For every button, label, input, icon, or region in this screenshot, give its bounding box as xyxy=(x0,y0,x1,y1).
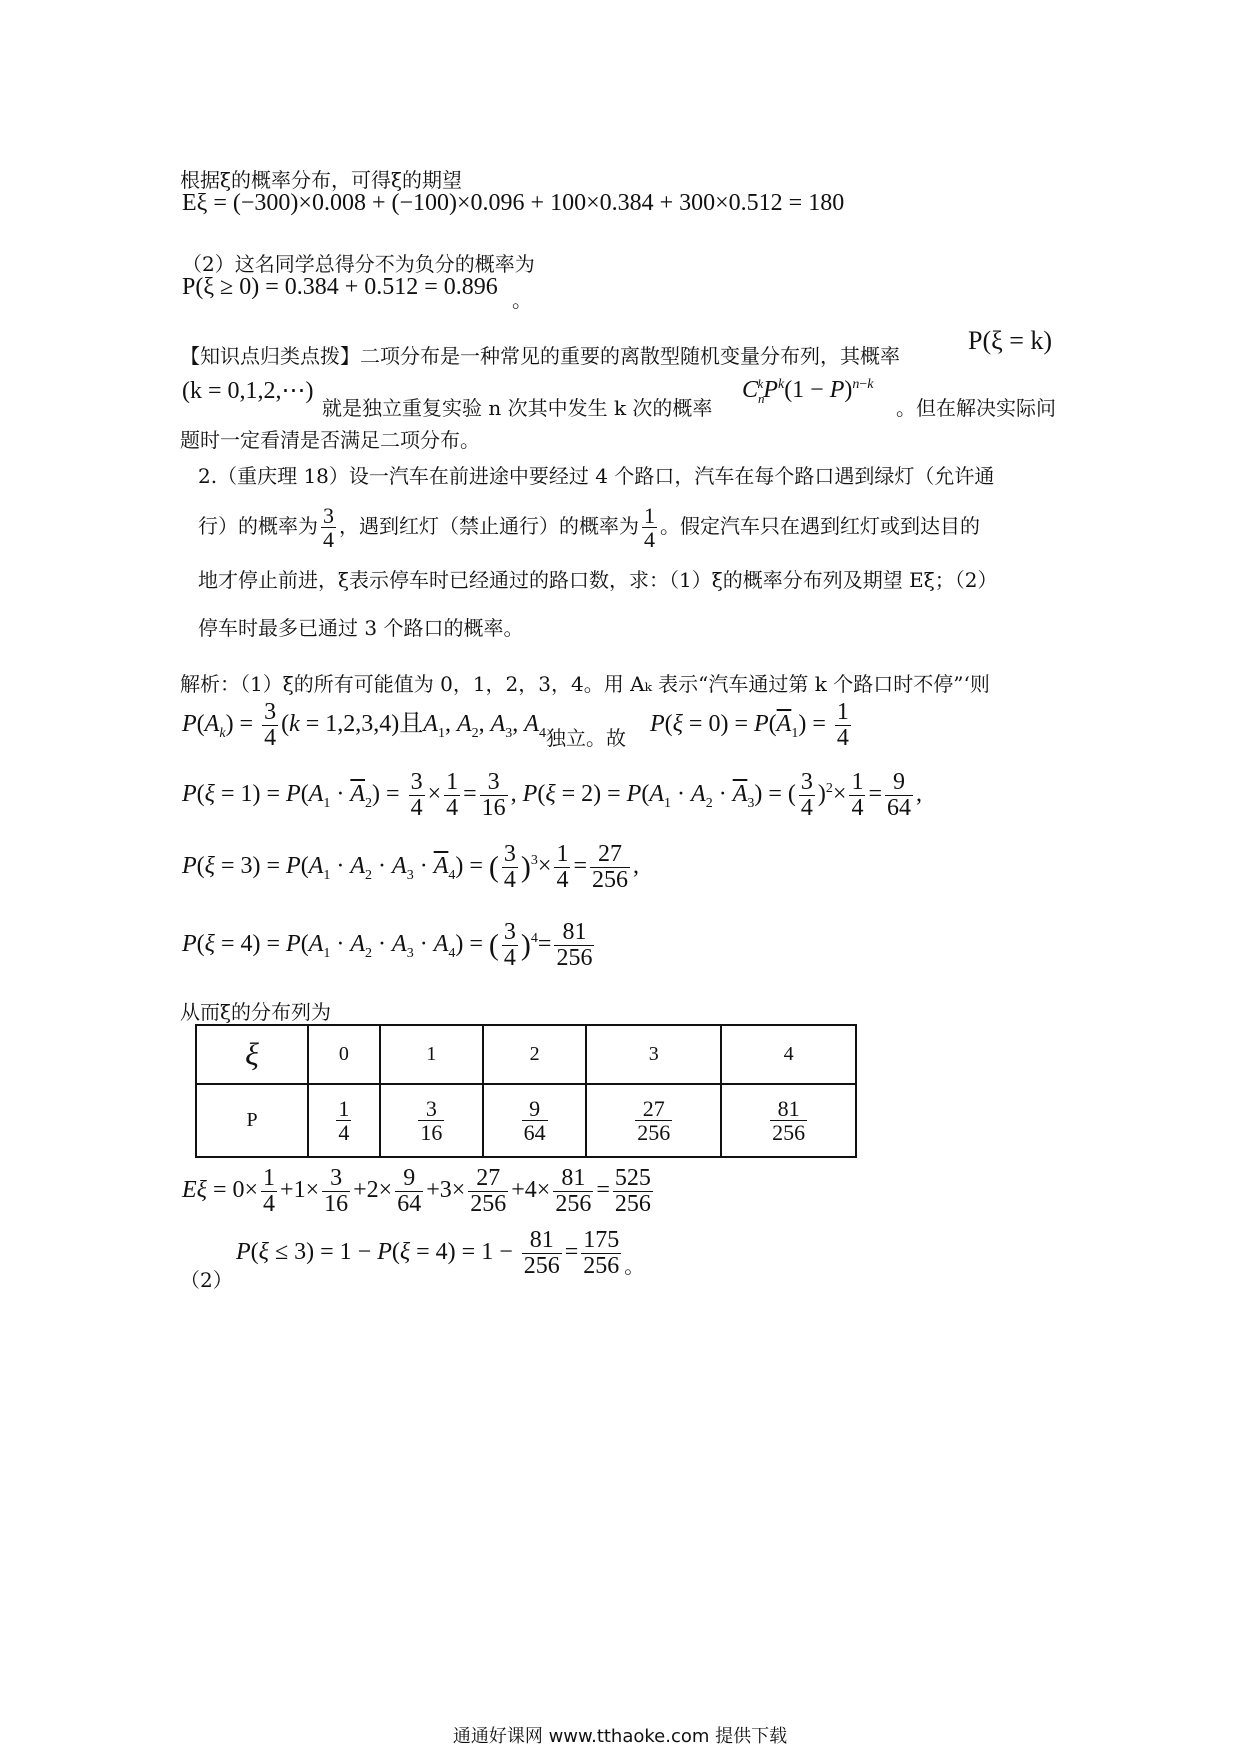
expectation-formula: Eξ = (−300)×0.008 + (−100)×0.096 + 100×0.384 + 300×0.512 = 180 xyxy=(182,190,845,216)
binomial-formula: $C_n^kP^k(1 - P)^{n-k}$ xyxy=(742,376,874,406)
table-cell: $\frac{9}{64}$ xyxy=(483,1084,586,1157)
question-line: 地才停止前进，ξ表示停车时已经通过的路口数，求：（1）ξ的概率分布列及期望 Eξ；（2） xyxy=(198,568,998,592)
table-cell: ξ xyxy=(196,1025,308,1084)
expectation-result: Eξ = 0× $\frac{1}{4}$ +1× $\frac{3}{16}$ +2× $\frac{9}{64}$ +3× $\frac{27}{256}$ +4× $\frac{81}{256}$ = $\frac{525}{256}$ xyxy=(182,1165,651,1218)
text-line: 就是独立重复实验 n 次其中发生 k 次的概率 xyxy=(322,396,713,420)
knowledge-point: 【知识点归类点拨】二项分布是一种常见的重要的离散型随机变量分布列，其概率 xyxy=(180,344,900,368)
table-cell: $\frac{3}{16}$ xyxy=(380,1084,483,1157)
table-cell: $\frac{27}{256}$ xyxy=(586,1084,721,1157)
period: 。 xyxy=(512,288,532,312)
table-cell: P xyxy=(196,1084,308,1157)
text-line: 。但在解决实际问 xyxy=(896,396,1056,420)
table-cell: $\frac{81}{256}$ xyxy=(721,1084,856,1157)
table-cell: 3 xyxy=(586,1025,721,1084)
question-line: 行）的概率为 $\frac{3}{4}$ ，遇到红灯（禁止通行）的概率为 $\frac{1}{4}$ 。假定汽车只在遇到红灯或到达目的 xyxy=(198,503,980,553)
solution-formula-4: $P(\xi = 4) = P(A_1 \cdot A_2 \cdot A_3 \cdot A_4)$ = ( $\frac{3}{4}$ )$^4$= $\frac{81}{256}$ xyxy=(182,919,593,972)
solution-line: 解析：（1）ξ的所有可能值为 0，1，2，3，4。用 Aₖ 表示“汽车通过第 k 个路口时不停”‘则 xyxy=(180,672,990,696)
k-range: (k = 0,1,2,⋯) xyxy=(182,378,314,404)
text-line: 根据ξ的概率分布，可得ξ的期望 xyxy=(180,168,463,192)
question-line: 2.（重庆理 18）设一汽车在前进途中要经过 4 个路口，汽车在每个路口遇到绿灯（允许通 xyxy=(198,464,995,488)
solution-formula-2: $P(\xi = 1) = P(A_1 \cdot \overline{A}_2)$ = $\frac{3}{4}$ × $\frac{1}{4}$ = $\frac{3}{16}$ , $P(\xi = 2) = P(A_1 \cdot A_2 \cdot \overline{A}_3)$ = ( $\frac{3}{4}$ )$^2$× $\frac{1}{4}$ = $\frac{9}{64}$ , xyxy=(182,769,922,822)
solution-formula-3: $P(\xi = 3) = P(A_1 \cdot A_2 \cdot A_3 \cdot \overline{A}_4)$ = ( $\frac{3}{4}$ )$^3$× $\frac{1}{4}$ = $\frac{27}{256}$ , xyxy=(182,841,639,894)
distribution-table xyxy=(195,1024,857,1158)
text-line: 从而ξ的分布列为 xyxy=(180,1000,332,1024)
text-line: 题时一定看清是否满足二项分布。 xyxy=(180,428,480,452)
question-line: 停车时最多已通过 3 个路口的概率。 xyxy=(198,616,524,640)
binomial-prob: P(ξ = k) xyxy=(968,326,1053,355)
table-row xyxy=(196,1084,856,1157)
final-probability: P(ξ ≤ 3) = 1 − P(ξ = 4) = 1 − $\frac{81}{256}$ = $\frac{175}{256}$ $_。$ xyxy=(236,1227,645,1280)
solution-formula-1: $P(A_k)$ = $\frac{3}{4}$ (k = 1,2,3,4)且$A_1$, $A_2$, $A_3$, $A_{4独立。故}$ $P(\xi = 0) = P(\overline{A}_1)$ = $\frac{1}{4}$ xyxy=(182,699,849,752)
table-row xyxy=(196,1025,856,1084)
table-cell: 4 xyxy=(721,1025,856,1084)
table-cell: 0 xyxy=(308,1025,380,1084)
footer-text: 通通好课网 www.tthaoke.com 提供下载 xyxy=(452,1726,788,1747)
probability-formula: P(ξ ≥ 0) = 0.384 + 0.512 = 0.896 xyxy=(182,274,498,300)
table-cell: $\frac{1}{4}$ xyxy=(308,1084,380,1157)
text-line: （2）这名同学总得分不为负分的概率为 xyxy=(182,252,535,276)
part-label: （2） xyxy=(180,1268,233,1292)
table-cell: 1 xyxy=(380,1025,483,1084)
table-cell: 2 xyxy=(483,1025,586,1084)
